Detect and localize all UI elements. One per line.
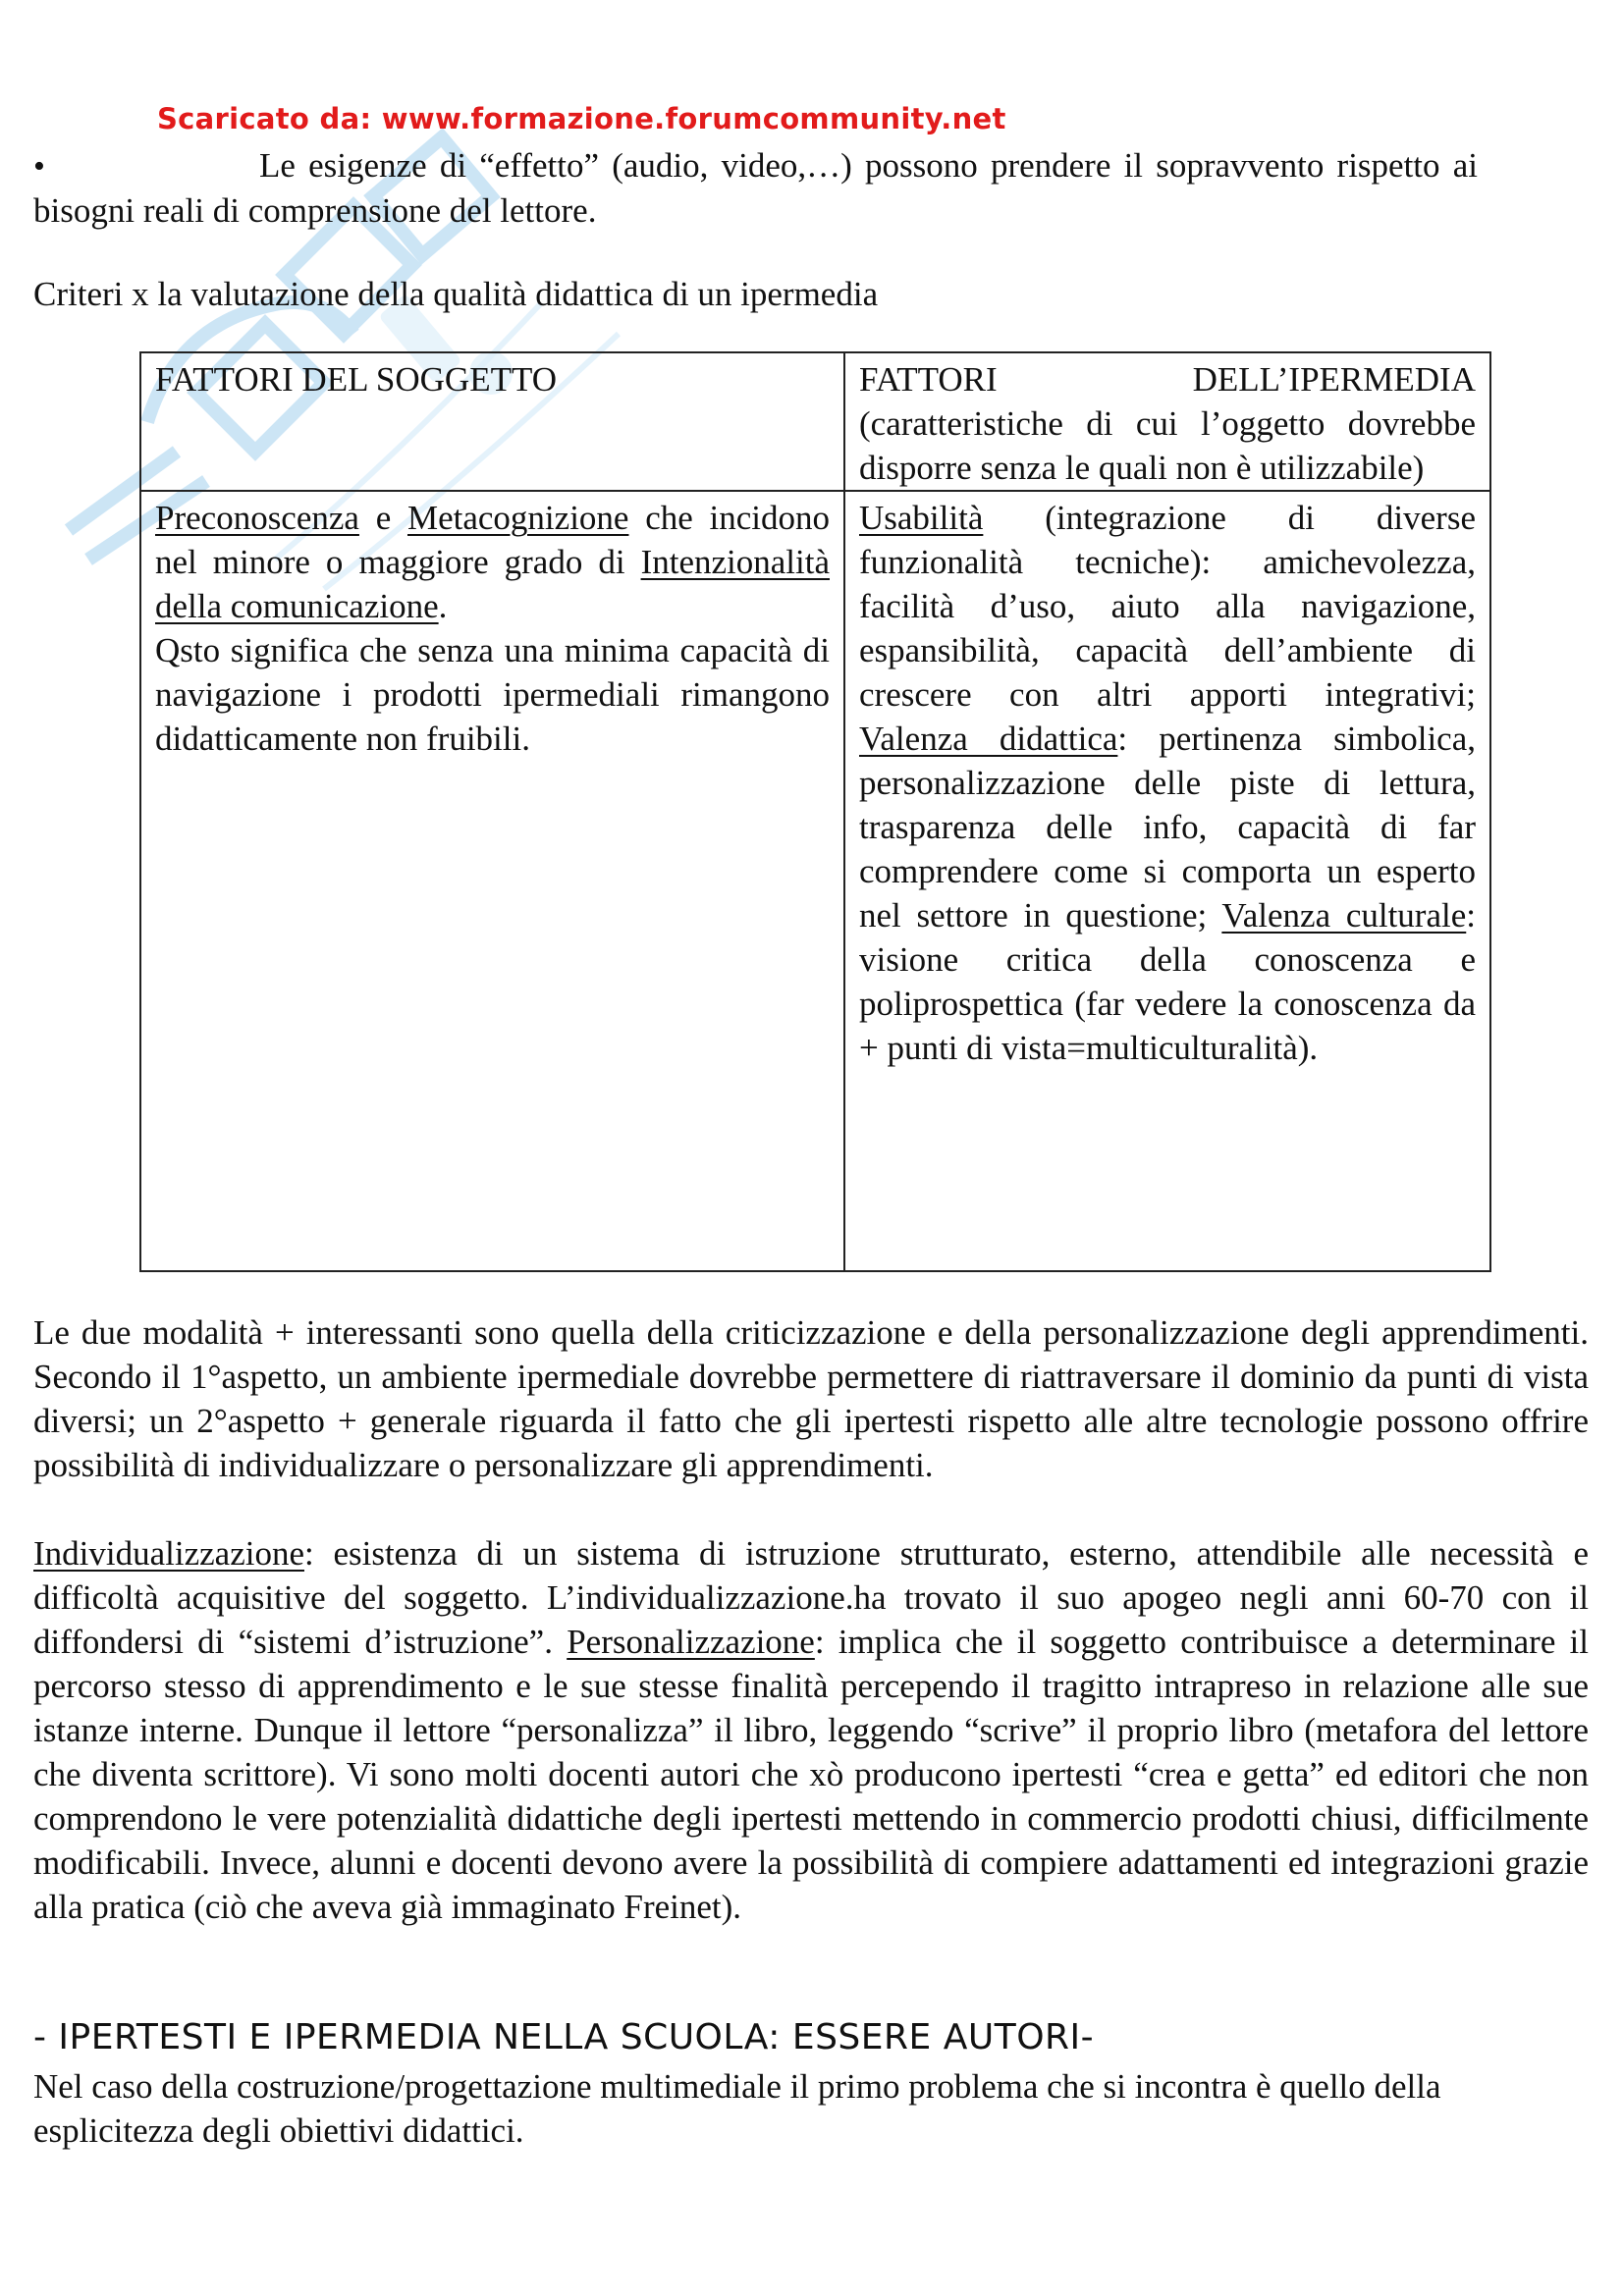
term-preconoscenza: Preconoscenza bbox=[155, 499, 359, 537]
paragraph-individualizzazione bbox=[33, 1531, 1589, 1929]
col1-body-cell bbox=[140, 491, 844, 1271]
section-title: - IPERTESTI E IPERMEDIA NELLA SCUOLA: ESSERE AUTORI- bbox=[33, 2017, 1095, 2057]
term-valenza-culturale: Valenza culturale bbox=[1221, 896, 1467, 934]
para2-text-1: : esistenza di un sistema di istruzione strutturato, esterno, attendibile alle necessità e difficoltà acquisitive del soggetto. L’individualizzazione.ha trovato il suo apogeo negli anni 60-70 con il diffondersi di “sistemi d’istruzione”. bbox=[33, 1534, 1589, 1661]
header-label: Scaricato da: bbox=[157, 102, 372, 135]
col1-text-2: che incidono nel minore o maggiore grado di bbox=[155, 499, 830, 581]
term-usabilita: Usabilità bbox=[859, 499, 984, 537]
paragraph-modalita: Le due modalità + interessanti sono quella della criticizzazione e della personalizzazione degli apprendimenti. Secondo il 1°aspetto, un ambiente ipermediale dovrebbe permettere di riattraversare il dominio da punti di vista diversi; un 2°aspetto + generale riguarda il fatto che gli ipertesti rispetto alle altre tecnologie possono offrire possibilità di individualizzare o personalizzare gli apprendimenti. bbox=[33, 1313, 1589, 1484]
bullet-paragraph bbox=[33, 143, 1478, 233]
header-url-link[interactable]: www.formazione.forumcommunity.net bbox=[381, 102, 1006, 135]
col1-text-4: Qsto significa che senza una minima capacità di navigazione i prodotti ipermediali rimangono didatticamente non fruibili. bbox=[155, 631, 830, 758]
bullet-icon: • bbox=[33, 148, 45, 185]
col2-text-1: (integrazione di diverse funzionalità tecniche): amichevolezza, facilità d’uso, aiuto alla navigazione, espansibilità, capacità dell’ambiente di crescere con altri apporti integrativi; bbox=[859, 499, 1476, 714]
term-metacognizione: Metacognizione bbox=[406, 499, 629, 537]
term-valenza-didattica: Valenza didattica bbox=[859, 720, 1118, 758]
col2-header-rest: (caratteristiche di cui l’oggetto dovrebbe disporre senza le quali non è utilizzabile) bbox=[859, 404, 1476, 487]
factors-table bbox=[139, 351, 1491, 1272]
col2-header-a: FATTORI bbox=[859, 360, 998, 399]
col2-header-cell bbox=[844, 352, 1490, 491]
download-source-header bbox=[157, 102, 1006, 135]
term-personalizzazione: Personalizzazione bbox=[567, 1623, 815, 1661]
term-intenzionalita: Intenzionalità della comunicazione bbox=[155, 543, 830, 625]
para2-text-2: : implica che il soggetto contribuisce a determinare il percorso stesso di apprendimento e le sue stesse finalità percependo il tragitto intrapreso in relazione alle sue istanze interne. Dunque il lettore “personalizza” il libro, leggendo “scrive” il proprio libro (metafora del lettore che diventa scrittore). Vi sono molti docenti autori che xò producono ipertesti “crea e getta” ed editori che non comprendono le vere potenzialità didattiche degli ipertesti mettendo in commercio prodotti chiusi, difficilmente modificabili. Invece, alunni e docenti devono avere la possibilità di compiere adattamenti ed integrazioni grazie alla pratica (ciò che aveva già immaginato Freinet). bbox=[33, 1623, 1590, 1926]
final-paragraph: Nel caso della costruzione/progettazione multimediale il primo problema che si incontra è quello della esplicitezza degli obiettivi didattici. bbox=[33, 2067, 1441, 2150]
bullet-lead-text: Le esigenze di “effetto” (audio, video,…) possono prendere il sopravvento bbox=[259, 146, 1325, 185]
col1-header-cell bbox=[140, 352, 844, 491]
col1-text-3: . bbox=[438, 587, 448, 625]
col2-text-2: : pertinenza simbolica, personalizzazione delle piste di lettura, trasparenza delle info, capacità di far comprendere come si comporta un esperto nel settore in questione; bbox=[859, 720, 1476, 934]
bullet-rest-text: rispetto ai bisogni reali di comprensione del lettore. bbox=[33, 146, 1479, 230]
col2-text-3: : visione critica della conoscenza e poliprospettica (far vedere la conoscenza da + punti di vista=multiculturalità). bbox=[859, 896, 1476, 1067]
col2-body-cell bbox=[844, 491, 1490, 1271]
col2-header-b: DELL’IPERMEDIA bbox=[1192, 360, 1476, 399]
term-individualizzazione: Individualizzazione bbox=[33, 1534, 304, 1573]
col1-text-1: e bbox=[358, 499, 407, 537]
col1-header: FATTORI DEL SOGGETTO bbox=[155, 360, 557, 399]
criteria-title: Criteri x la valutazione della qualità didattica di un ipermedia bbox=[33, 275, 879, 313]
